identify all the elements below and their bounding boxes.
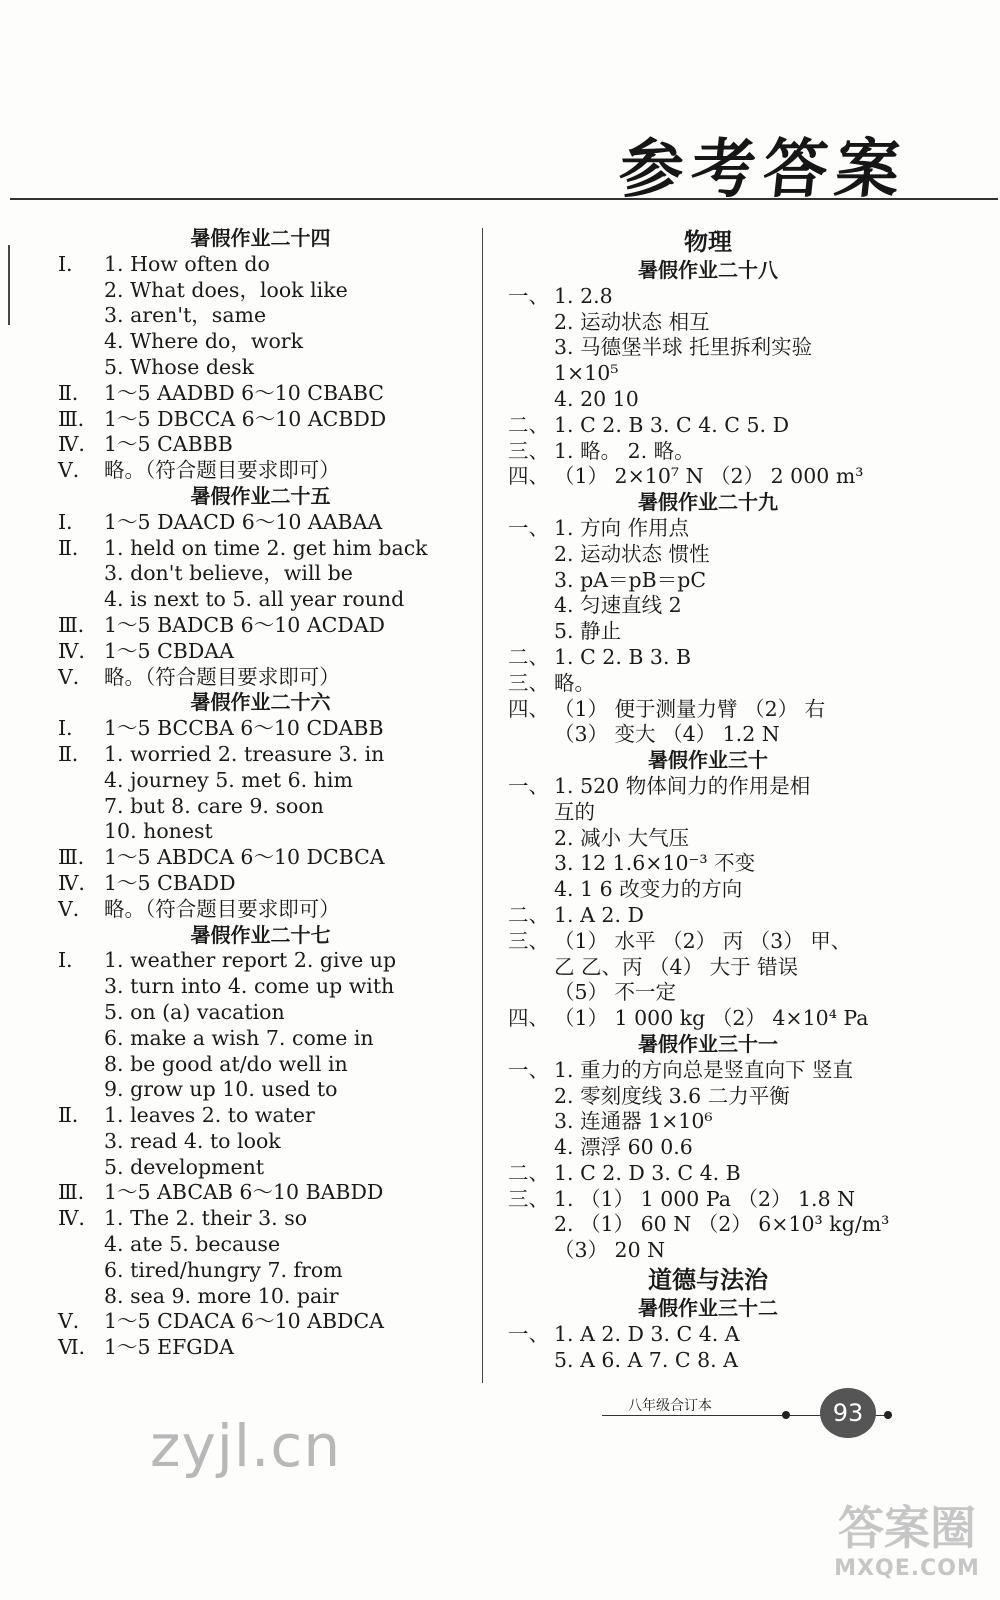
- answer-text: 互的: [554, 799, 595, 824]
- answer-line: [508, 310, 908, 336]
- answer-text: 1. A 2. D 3. C 4. A: [554, 1321, 740, 1346]
- answer-text: 3. pA＝pB＝pC: [554, 567, 706, 592]
- answer-text: 7. but 8. care 9. soon: [104, 793, 324, 818]
- answer-text: 3. read 4. to look: [104, 1128, 281, 1153]
- answer-line: [508, 1322, 908, 1348]
- answer-text: 乙 乙、丙 （4） 大于 错误: [554, 954, 799, 979]
- answer-line: [508, 800, 908, 826]
- answer-line: [508, 722, 908, 748]
- answer-line: [58, 613, 463, 639]
- page-number: 93: [820, 1388, 876, 1438]
- answer-text: 3. don't believe，will be: [104, 561, 353, 586]
- answer-line: [58, 1180, 463, 1206]
- left-answer-column: [58, 226, 463, 1361]
- answer-line: [58, 1309, 463, 1335]
- answer-line: [58, 381, 463, 407]
- corner-watermark-top: 答案圈: [838, 1501, 976, 1555]
- answer-line: [58, 587, 463, 613]
- answer-text: 2. What does，look like: [104, 277, 348, 302]
- answer-line: [58, 303, 463, 329]
- answer-line: [58, 716, 463, 742]
- answer-text: 2. 运动状态 惯性: [554, 541, 710, 566]
- question-label: Ⅳ．: [58, 1206, 99, 1231]
- answer-text: 1. 略。 2. 略。: [554, 438, 695, 463]
- answer-line: [508, 619, 908, 645]
- answer-text: 5. development: [104, 1154, 265, 1179]
- answer-text: 1. held on time 2. get him back: [104, 535, 428, 560]
- answer-line: [508, 464, 908, 490]
- answer-line: [58, 458, 463, 484]
- question-label: 四、: [508, 464, 549, 489]
- answer-text: 3. turn into 4. come up with: [104, 974, 395, 999]
- answer-line: [58, 1000, 463, 1026]
- question-label: Ⅵ．: [58, 1335, 100, 1360]
- answer-line: [508, 593, 908, 619]
- answer-line: [58, 974, 463, 1000]
- answer-text: 4. 20 10: [554, 386, 639, 411]
- corner-watermark-bottom: MXQE.COM: [834, 1556, 980, 1581]
- question-label: Ⅰ．: [58, 251, 87, 276]
- section-heading: 暑假作业二十五: [190, 483, 331, 508]
- question-label: Ⅴ．: [58, 1309, 94, 1334]
- site-watermark: zyjl.cn: [150, 1412, 342, 1480]
- answer-line: [508, 697, 908, 723]
- question-label: Ⅰ．: [58, 948, 87, 973]
- question-label: 三、: [508, 928, 549, 953]
- answer-line: [58, 1155, 463, 1181]
- answer-text: 4. journey 5. met 6. him: [104, 767, 353, 792]
- answer-text: 1. A 2. D: [554, 902, 644, 927]
- answer-line: [58, 1284, 463, 1310]
- answer-text: 1～5 ABDCA 6～10 DCBCA: [104, 845, 385, 870]
- answer-line: [508, 903, 908, 929]
- question-label: Ⅳ．: [58, 638, 99, 663]
- answer-text: 6. make a wish 7. come in: [104, 1025, 374, 1050]
- answer-line: [508, 671, 908, 697]
- question-label: Ⅲ．: [58, 406, 99, 431]
- answer-line: [58, 329, 463, 355]
- section-heading: 暑假作业二十八: [638, 258, 778, 282]
- answer-text: 1. C 2. B 3. C 4. C 5. D: [554, 412, 789, 437]
- answer-text: 5. A 6. A 7. C 8. A: [554, 1347, 738, 1372]
- answer-text: 4. is next to 5. all year round: [104, 587, 405, 612]
- section-heading: 暑假作业二十九: [638, 490, 778, 515]
- answer-text: 3. aren't，same: [104, 303, 267, 328]
- answer-text: （3） 20 N: [554, 1238, 666, 1263]
- answer-line: [58, 1077, 463, 1103]
- answer-text: 4. 漂浮 60 0.6: [554, 1135, 693, 1160]
- footer-label: 八年级合订本: [628, 1398, 712, 1414]
- section-heading: 暑假作业三十二: [638, 1296, 778, 1321]
- answer-line: [58, 819, 463, 845]
- answer-line: [58, 794, 463, 820]
- answer-text: 4. 匀速直线 2: [554, 593, 682, 618]
- answer-text: 1～5 EFGDA: [104, 1335, 234, 1360]
- answer-text: （1） 2×10⁷ N （2） 2 000 m³: [554, 464, 864, 489]
- section-heading: 暑假作业三十: [648, 748, 768, 773]
- answer-line: [508, 980, 908, 1006]
- answer-text: 1. worried 2. treasure 3. in: [104, 741, 385, 766]
- answer-line: [58, 1206, 463, 1232]
- answer-text: 4. ate 5. because: [104, 1232, 281, 1257]
- answer-text: 5. 静止: [554, 619, 622, 644]
- answer-line: [58, 536, 463, 562]
- answer-text: 8. be good at/do well in: [104, 1051, 348, 1076]
- answer-line: [58, 1026, 463, 1052]
- answer-text: 1. The 2. their 3. so: [104, 1206, 308, 1231]
- answer-text: 1. 方向 作用点: [554, 515, 690, 540]
- answer-line: [58, 407, 463, 433]
- left-margin-mark: [8, 245, 10, 325]
- question-label: 四、: [508, 1006, 549, 1031]
- answer-line: [508, 955, 908, 981]
- question-label: 二、: [508, 1160, 549, 1185]
- question-label: 一、: [508, 283, 549, 308]
- answer-line: [58, 1103, 463, 1129]
- section-heading: 暑假作业二十六: [190, 690, 331, 715]
- answer-text: 1～5 CABBB: [104, 432, 233, 457]
- answer-line: [508, 1135, 908, 1161]
- answer-line: [508, 1058, 908, 1084]
- answer-text: 1～5 AADBD 6～10 CBABC: [104, 380, 384, 405]
- column-divider: [482, 228, 483, 1383]
- answer-text: 1. 520 物体间力的作用是相: [554, 773, 811, 798]
- answer-line: [58, 871, 463, 897]
- answer-line: [508, 335, 908, 361]
- question-label: Ⅳ．: [58, 432, 99, 457]
- question-label: 三、: [508, 670, 549, 695]
- answer-line: [508, 542, 908, 568]
- answer-line: [508, 516, 908, 542]
- answer-line: [58, 665, 463, 691]
- answer-text: 1～5 CBDAA: [104, 638, 234, 663]
- answer-line: [508, 774, 908, 800]
- answer-line: [508, 284, 908, 310]
- answer-line: [508, 1212, 908, 1238]
- answer-line: [58, 897, 463, 923]
- answer-text: 3. 马德堡半球 托里拆利实验: [554, 335, 813, 360]
- answer-text: 1～5 CBADD: [104, 870, 236, 895]
- answer-line: [508, 1238, 908, 1264]
- answer-text: 1. C 2. D 3. C 4. B: [554, 1160, 741, 1185]
- answer-text: 4. 1 6 改变力的方向: [554, 877, 743, 902]
- right-answer-column: [508, 226, 908, 1373]
- answer-line: [508, 1109, 908, 1135]
- question-label: 一、: [508, 1321, 549, 1346]
- footer-dot-left: [782, 1411, 790, 1419]
- question-label: Ⅰ．: [58, 716, 87, 741]
- answer-text: （3） 变大 （4） 1.2 N: [554, 722, 780, 747]
- question-label: Ⅲ．: [58, 1180, 99, 1205]
- answer-line: [58, 948, 463, 974]
- corner-watermark: [832, 1500, 982, 1581]
- answer-text: 2. （1） 60 N （2） 6×10³ kg/m³: [554, 1212, 890, 1237]
- answer-text: 略。（符合题目要求即可）: [104, 896, 340, 921]
- answer-text: 6. tired/hungry 7. from: [104, 1257, 343, 1282]
- answer-text: 3. 12 1.6×10⁻³ 不变: [554, 851, 756, 876]
- question-label: Ⅰ．: [58, 509, 87, 534]
- answer-text: 1. （1） 1 000 Pa （2） 1.8 N: [554, 1186, 856, 1211]
- answer-text: 1. 2.8: [554, 283, 613, 308]
- answer-line: [58, 355, 463, 381]
- answer-text: 2. 运动状态 相互: [554, 309, 710, 334]
- answer-text: 略。（符合题目要求即可）: [104, 664, 340, 689]
- answer-line: [508, 645, 908, 671]
- question-label: Ⅱ．: [58, 380, 93, 405]
- question-label: 一、: [508, 773, 549, 798]
- subject-heading: 道德与法治: [648, 1266, 768, 1295]
- answer-line: [508, 877, 908, 903]
- question-label: Ⅴ．: [58, 458, 94, 483]
- answer-line: [58, 561, 463, 587]
- question-label: 三、: [508, 1186, 549, 1211]
- question-label: 一、: [508, 1057, 549, 1082]
- answer-text: 1～5 ABCAB 6～10 BABDD: [104, 1180, 384, 1205]
- answer-line: [58, 432, 463, 458]
- answer-text: 1～5 DBCCA 6～10 ACBDD: [104, 406, 387, 431]
- page-title: 参考答案: [615, 132, 912, 207]
- question-label: Ⅳ．: [58, 870, 99, 895]
- answer-text: 1. C 2. B 3. B: [554, 644, 692, 669]
- answer-line: [58, 1335, 463, 1361]
- answer-line: [508, 1348, 908, 1374]
- answer-text: 5. on (a) vacation: [104, 999, 285, 1024]
- answer-text: 1×10⁵: [554, 361, 619, 386]
- answer-line: [58, 510, 463, 536]
- answer-text: （5） 不一定: [554, 980, 677, 1005]
- section-heading: 暑假作业二十四: [190, 226, 331, 250]
- answer-line: [508, 1084, 908, 1110]
- answer-text: 5. Whose desk: [104, 354, 255, 379]
- answer-text: 1. 重力的方向总是竖直向下 竖直: [554, 1057, 854, 1082]
- answer-line: [508, 1187, 908, 1213]
- question-label: Ⅱ．: [58, 535, 93, 560]
- question-label: 一、: [508, 515, 549, 540]
- answer-line: [508, 851, 908, 877]
- answer-line: [58, 845, 463, 871]
- answer-text: （1） 水平 （2） 丙 （3） 甲、: [554, 928, 852, 953]
- section-heading: 暑假作业二十七: [190, 922, 331, 947]
- subject-heading: 物理: [684, 228, 732, 256]
- answer-line: [508, 413, 908, 439]
- answer-line: [508, 568, 908, 594]
- question-label: Ⅲ．: [58, 845, 99, 870]
- answer-text: （1） 1 000 kg （2） 4×10⁴ Pa: [554, 1006, 869, 1031]
- question-label: 三、: [508, 438, 549, 463]
- answer-line: [58, 1129, 463, 1155]
- answer-line: [58, 1232, 463, 1258]
- answer-line: [58, 252, 463, 278]
- question-label: Ⅱ．: [58, 1103, 93, 1128]
- question-label: Ⅴ．: [58, 896, 94, 921]
- answer-text: 1. leaves 2. to water: [104, 1103, 315, 1128]
- answer-text: 2. 减小 大气压: [554, 825, 690, 850]
- answer-line: [508, 1161, 908, 1187]
- question-label: 二、: [508, 902, 549, 927]
- answer-line: [58, 768, 463, 794]
- answer-text: 4. Where do，work: [104, 329, 304, 354]
- question-label: Ⅲ．: [58, 612, 99, 637]
- answer-text: 略。: [554, 670, 595, 695]
- question-label: 二、: [508, 412, 549, 437]
- footer-dot-right: [884, 1411, 892, 1419]
- answer-text: 3. 连通器 1×10⁶: [554, 1109, 713, 1134]
- answer-line: [508, 1006, 908, 1032]
- answer-line: [508, 387, 908, 413]
- answer-text: （1） 便于测量力臂 （2） 右: [554, 696, 826, 721]
- answer-text: 略。（符合题目要求即可）: [104, 458, 340, 483]
- answer-text: 1～5 CDACA 6～10 ABDCA: [104, 1309, 384, 1334]
- answer-line: [58, 1052, 463, 1078]
- answer-text: 1～5 BCCBA 6～10 CDABB: [104, 716, 384, 741]
- answer-text: 2. 零刻度线 3.6 二力平衡: [554, 1083, 790, 1108]
- answer-line: [58, 278, 463, 304]
- answer-line: [508, 826, 908, 852]
- question-label: Ⅴ．: [58, 664, 94, 689]
- answer-text: 10. honest: [104, 819, 213, 844]
- top-rule: [10, 198, 998, 200]
- answer-line: [508, 361, 908, 387]
- answer-text: 1～5 BADCB 6～10 ACDAD: [104, 612, 385, 637]
- answer-text: 1. weather report 2. give up: [104, 948, 397, 973]
- answer-text: 8. sea 9. more 10. pair: [104, 1283, 339, 1308]
- answer-text: 1. How often do: [104, 251, 270, 276]
- answer-line: [58, 742, 463, 768]
- question-label: 二、: [508, 644, 549, 669]
- answer-line: [508, 439, 908, 465]
- answer-line: [58, 639, 463, 665]
- question-label: Ⅱ．: [58, 741, 93, 766]
- answer-line: [508, 929, 908, 955]
- answer-text: 9. grow up 10. used to: [104, 1077, 338, 1102]
- answer-text: 1～5 DAACD 6～10 AABAA: [104, 509, 383, 534]
- section-heading: 暑假作业三十一: [638, 1031, 778, 1056]
- question-label: 四、: [508, 696, 549, 721]
- answer-line: [58, 1258, 463, 1284]
